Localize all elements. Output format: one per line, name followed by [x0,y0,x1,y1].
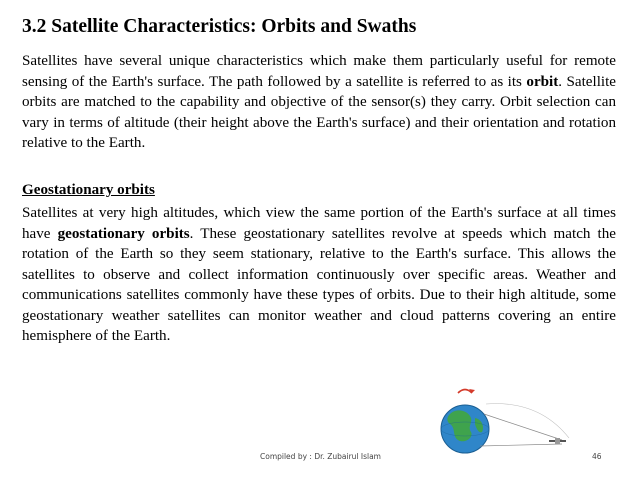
orbit-path [486,404,569,438]
coverage-line-top [484,414,562,440]
satellite-icon [549,438,566,444]
geo-text-1: Satellites at very high altitudes, which view the same portion of the Earth's surface at all times have [22,205,616,242]
section-heading-geostationary: Geostationary orbits [22,182,155,198]
geostationary-paragraph [22,203,616,347]
coverage-line-bottom [480,444,562,446]
page-number: 46 [592,452,602,461]
intro-text-1: Satellites have several unique characteristics which make them particularly useful for remote sensing of the Earth's surface. The path followed by a satellite is referred to as its [22,53,616,90]
slide-title: 3.2 Satellite Characteristics: Orbits and Swaths [22,16,417,37]
orbit-term: orbit [526,73,559,90]
geo-text-2: . These geostationary satellites revolve at speeds which match the rotation of the Earth so they seem stationary, relative to the Earth's surface. This allows the satellites to observe and collect information continuously over specific areas. Weather and communications satellites commonly have these types of orbits. Due to their high altitude, some geostationary weather satellites can monitor weather and cloud patterns covering an entire hemisphere of the Earth. [22,225,616,344]
intro-paragraph [22,51,616,154]
intro-text-2: . Satellite orbits are matched to the capability and objective of the sensor(s) they carry. Orbit selection can vary in terms of altitude (their height above the Earth's surface) and their orientation and rotation relative to the Earth. [22,73,616,151]
geostationary-orbit-figure [434,382,576,462]
geostationary-term: geostationary orbits [57,225,190,242]
footer-credit: Compiled by : Dr. Zubairul Islam [260,452,381,461]
